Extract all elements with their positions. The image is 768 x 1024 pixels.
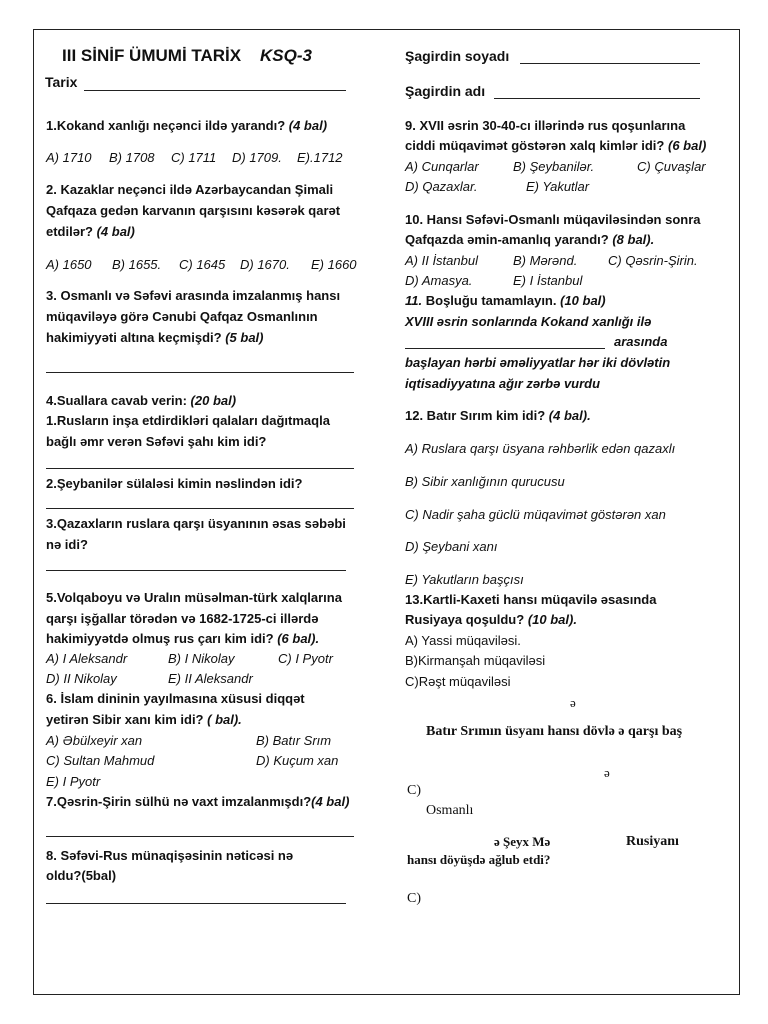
question-3-points: (5 bal)	[225, 330, 264, 345]
question-13-line-2	[405, 612, 577, 628]
answer-line-q4-3[interactable]	[46, 570, 346, 571]
title-text: III SİNİF ÜMUMİ TARİX	[62, 46, 242, 65]
answer-line-q8[interactable]	[46, 903, 346, 904]
surname-label: Şagirdin soyadı	[405, 48, 510, 64]
q9-option-b[interactable]: B) Şeybanilər.	[513, 159, 595, 174]
question-5-text-end: hakimiyyətdə olmuş rus çarı kim idi?	[46, 631, 274, 646]
q10-option-d[interactable]: D) Amasya.	[405, 273, 473, 288]
q12-option-b[interactable]: B) Sibir xanlığının qurucusu	[405, 474, 565, 489]
fragment-7: Rusiyanı	[626, 834, 679, 849]
question-4-1-line-2: bağlı əmr verən Səfəvi şahı kim idi?	[46, 434, 267, 449]
question-4-2: 2.Şeybanilər sülaləsi kimin nəslindən idi?	[46, 476, 303, 491]
question-10-points: (8 bal).	[612, 232, 655, 247]
question-12-points: (4 bal).	[548, 408, 591, 423]
question-2-line-2: Qafqaza gedən karvanın qarşısını kəsərək qarət	[46, 203, 341, 218]
q12-option-a[interactable]: A) Ruslara qarşı üsyana rəhbərlik edən qazaxlı	[405, 441, 676, 456]
fragment-3: ə	[604, 765, 610, 780]
fragment-4: C)	[407, 783, 421, 798]
q10-option-c[interactable]: C) Qəsrin-Şirin.	[608, 253, 698, 268]
question-5-line-3	[46, 631, 319, 647]
question-13-text-end: Rusiyaya qoşuldu?	[405, 612, 525, 627]
answer-line-q3[interactable]	[46, 372, 354, 373]
fill-blank-q11[interactable]	[405, 348, 605, 349]
q13-option-a[interactable]: A) Yassi müqaviləsi.	[405, 633, 521, 648]
q9-option-c[interactable]: C) Çuvaşlar	[637, 159, 706, 174]
question-4-3-line-1: 3.Qazaxların ruslara qarşı üsyanının əsas səbəbi	[46, 516, 346, 531]
question-5-points: (6 bal).	[277, 631, 320, 646]
q9-option-e[interactable]: E) Yakutlar	[526, 179, 590, 194]
question-4-3-line-2: nə idi?	[46, 537, 88, 552]
question-2-points: (4 bal)	[96, 224, 135, 239]
question-5-line-1: 5.Volqaboyu və Uralın müsəlman-türk xalqlarına	[46, 590, 342, 605]
answer-line-q7[interactable]	[46, 836, 354, 837]
question-9-line-2	[405, 138, 706, 154]
q2-option-a[interactable]: A) 1650	[46, 257, 92, 272]
q1-option-e[interactable]: E).1712	[297, 150, 343, 165]
q6-option-b[interactable]: B) Batır Srım	[256, 733, 332, 748]
q5-option-c[interactable]: C) I Pyotr	[278, 651, 333, 666]
page-title	[62, 46, 312, 66]
q9-option-d[interactable]: D) Qazaxlar.	[405, 179, 478, 194]
test-code: KSQ-3	[260, 46, 312, 65]
question-11-text: Boşluğu tamamlayın.	[425, 293, 557, 308]
q9-option-a[interactable]: A) Cunqarlar	[405, 159, 479, 174]
question-11-label: 11.	[405, 293, 423, 308]
question-5-line-2: qarşı işğallar törədən və 1682-1725-ci illərdə	[46, 611, 319, 626]
question-7-text: 7.Qəsrin-Şirin sülhü nə vaxt imzalanmışdı?	[46, 794, 312, 809]
q13-option-c[interactable]: C)Rəşt müqaviləsi	[405, 674, 511, 689]
q1-option-a[interactable]: A) 1710	[46, 150, 92, 165]
q6-option-c[interactable]: C) Sultan Mahmud	[46, 753, 155, 768]
q2-option-d[interactable]: D) 1670.	[240, 257, 290, 272]
question-12	[405, 408, 591, 424]
q6-option-a[interactable]: A) Əbülxeyir xan	[46, 733, 143, 748]
q6-option-d[interactable]: D) Kuçum xan	[256, 753, 339, 768]
q13-option-b[interactable]: B)Kirmanşah müqaviləsi	[405, 653, 546, 668]
q12-option-e[interactable]: E) Yakutların başçısı	[405, 572, 524, 587]
q5-option-a[interactable]: A) I Aleksandr	[46, 651, 128, 666]
question-11-line-2: arasında	[614, 334, 668, 349]
q5-option-e[interactable]: E) II Aleksandr	[168, 671, 253, 686]
question-8-line-1: 8. Səfəvi-Rus münaqişəsinin nəticəsi nə	[46, 848, 294, 863]
question-2-text-end: etdilər?	[46, 224, 93, 239]
question-8-line-2: oldu?(5bal)	[46, 868, 117, 883]
question-7-points: (4 bal)	[311, 794, 350, 809]
question-2-line-1: 2. Kazaklar neçənci ildə Azərbaycandan Şimali	[46, 182, 334, 197]
question-3-text-end: hakimiyyəti altına keçmişdi?	[46, 330, 222, 345]
question-6-line-2	[46, 712, 242, 728]
answer-line-q4-2[interactable]	[46, 508, 354, 509]
fragment-1: ə	[570, 695, 576, 710]
question-6-points: ( bal).	[207, 712, 242, 727]
question-4-1-line-1: 1.Rusların inşa etdirdikləri qalaları dağıtmaqla	[46, 413, 330, 428]
question-9-line-1: 9. XVII əsrin 30-40-cı illərində rus qoşunlarına	[405, 118, 686, 133]
question-9-text-end: ciddi müqavimət göstərən xalq kimlər idi?	[405, 138, 665, 153]
fragment-6: ə Şeyx Mə	[494, 834, 551, 849]
question-7	[46, 794, 349, 810]
question-11-line-3: başlayan hərbi əməliyyatlar hər iki dövlətin	[405, 355, 671, 370]
q5-option-d[interactable]: D) II Nikolay	[46, 671, 117, 686]
question-3-line-3	[46, 330, 264, 346]
question-3-line-1: 3. Osmanlı və Səfəvi arasında imzalanmış hansı	[46, 288, 341, 303]
question-1-points: (4 bal)	[288, 118, 328, 133]
question-4-intro	[46, 393, 236, 409]
q12-option-c[interactable]: C) Nadir şaha güclü müqavimət göstərən xan	[405, 507, 666, 522]
surname-line[interactable]	[520, 63, 700, 64]
fragment-9: C)	[407, 891, 421, 906]
q1-option-d[interactable]: D) 1709.	[232, 150, 282, 165]
date-label: Tarix	[45, 74, 78, 90]
name-label: Şagirdin adı	[405, 83, 486, 99]
q2-option-b[interactable]: B) 1655.	[112, 257, 162, 272]
question-11-line-4: iqtisadiyyatına ağır zərbə vurdu	[405, 376, 601, 391]
name-line[interactable]	[494, 98, 700, 99]
question-4-points: (20 bal)	[190, 393, 237, 408]
date-line[interactable]	[84, 90, 346, 91]
question-11-header	[405, 293, 606, 309]
question-10-text-end: Qafqazda əmin-amanlıq yarandı?	[405, 232, 609, 247]
q10-option-a[interactable]: A) II İstanbul	[405, 253, 478, 268]
question-11-line-1: XVIII əsrin sonlarında Kokand xanlığı ilə	[405, 314, 652, 329]
answer-line-q4-1[interactable]	[46, 468, 354, 469]
question-2-line-3	[46, 224, 135, 240]
question-3-line-2: müqaviləyə görə Cənubi Qafqaz Osmanlının	[46, 309, 318, 324]
fragment-8: hansı döyüşdə ağlub etdi?	[407, 852, 551, 867]
question-4-text: 4.Suallara cavab verin:	[46, 393, 187, 408]
q2-option-e[interactable]: E) 1660	[311, 257, 357, 272]
question-1-text: 1.Kokand xanlığı neçənci ildə yarandı?	[46, 118, 286, 133]
q10-option-b[interactable]: B) Mərənd.	[513, 253, 578, 268]
question-9-points: (6 bal)	[667, 138, 707, 153]
question-6-line-1: 6. İslam dininin yayılmasına xüsusi diqqət	[46, 691, 305, 706]
question-10-line-1: 10. Hansı Səfəvi-Osmanlı müqaviləsindən sonra	[405, 212, 701, 227]
q1-option-c[interactable]: C) 1711	[171, 150, 217, 165]
q6-option-e[interactable]: E) I Pyotr	[46, 774, 101, 789]
fragment-2: Batır Srımın üsyanı hansı dövlə ə qarşı baş	[426, 724, 683, 739]
q12-option-d[interactable]: D) Şeybani xanı	[405, 539, 498, 554]
q2-option-c[interactable]: C) 1645	[179, 257, 226, 272]
question-10-line-2	[405, 232, 654, 248]
question-11-points: (10 bal)	[560, 293, 606, 308]
fragment-5: Osmanlı	[426, 803, 474, 818]
question-13-line-1: 13.Kartli-Kaxeti hansı müqavilə əsasında	[405, 592, 657, 607]
question-13-points: (10 bal).	[527, 612, 577, 627]
q1-option-b[interactable]: B) 1708	[109, 150, 155, 165]
question-1	[46, 118, 327, 134]
question-12-text: 12. Batır Sırım kim idi?	[405, 408, 546, 423]
q10-option-e[interactable]: E) I İstanbul	[513, 273, 583, 288]
question-6-text-end: yetirən Sibir xanı kim idi?	[46, 712, 204, 727]
q5-option-b[interactable]: B) I Nikolay	[168, 651, 235, 666]
